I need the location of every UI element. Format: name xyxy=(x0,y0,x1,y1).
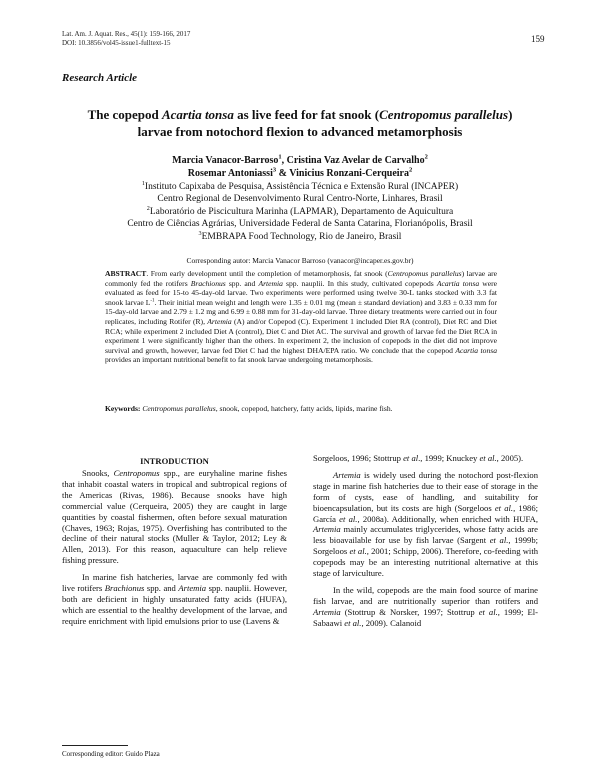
doi-line: DOI: 10.3856/vol45-issue1-fulltext-15 xyxy=(62,39,171,47)
body-column-left xyxy=(62,468,287,633)
footnote: Corresponding editor: Guido Plaza xyxy=(62,750,160,758)
corresponding-author: Corresponding autor: Marcia Vanacor Barroso (vanacor@incaper.es.gov.br) xyxy=(186,256,414,265)
paragraph: In marine fish hatcheries, larvae are commonly fed with live rotifers Brachionus spp. and Artemia spp. nauplii. However, both are deficient in highly unsaturated fatty acids (HUFA), which are essential to the healthy development of the larvae, and require enrichment with lipid emulsions prior to use (Lavens & xyxy=(62,572,287,626)
page-number: 159 xyxy=(531,34,545,44)
journal-citation xyxy=(62,30,190,48)
author-list: Marcia Vanacor-Barroso$^1$, Cristina Vaz Avelar de Carvalho$^2$ Rosemar Antoniassi$^3$ & Vinicius Ronzani-Cerqueira$^2$ xyxy=(172,153,428,179)
keywords: Keywords: Centropomus parallelus, snook, copepod, hatchery, fatty acids, lipids, marine fish. xyxy=(105,404,393,413)
paragraph: Snooks, Centropomus spp., are euryhaline marine fishes that inhabit coastal waters in tropical and subtropical regions of the Americas (Rivas, 1986). Because snooks have high commercial value (Cerqueira, 2005) they are caught in large quantities by coastal fishermen, often before sexual maturation (Chaves, 1963; Rojas, 1975). Overfishing has contributed to the decline of their natural stocks (Muller & Taylor, 2012; Ley & Allen, 2013). For this reason, aquaculture can help relieve fishing pressure. xyxy=(62,468,288,566)
body-column-right xyxy=(313,453,538,635)
title-line-2: larvae from notochord flexion to advanced metamorphosis xyxy=(137,124,463,139)
title-line-1: The copepod Acartia tonsa as live feed for fat snook (Centropomus parallelus) xyxy=(87,107,513,122)
journal-citation-line: Lat. Am. J. Aquat. Res., 45(1): 159-166, 2017 xyxy=(62,30,191,38)
paragraph: Sorgeloos, 1996; Stottrup et al., 1999; Knuckey et al., 2005). xyxy=(313,453,524,463)
paragraph: Artemia is widely used during the notochord post-flexion stage in marine fish hatcheries due to their ease of storage in the form of cysts, ease of handling, and suitability for bioencapsulation, but its costs are high (Sorgeloos et al., 1986; García et al., 2008a). Additionally, when enriched with HUFA, Artemia mainly accumulates triglycerides, whose fatty acids are less bioavailable for use by fish larvae (Sargent et al., 1999b; Sorgeloos et al., 2001; Schipp, 2006). Therefore, co-feeding with copepods may be an interesting nutritional alternative at this stage of larviculture. xyxy=(313,469,539,579)
paragraph: In the wild, copepods are the main food source of marine fish larvae, and are nutritionally superior than rotifers and Artemia (Stottrup & Norsker, 1997; Stottrup et al., 1999; El-Sabaawi et al., 2009). Calanoid xyxy=(313,584,538,628)
footnote-divider xyxy=(62,745,128,746)
introduction-heading: INTRODUCTION xyxy=(140,456,209,466)
abstract: ABSTRACT. From early development until the completion of metamorphosis, fat snook (Centropomus parallelus) larvae are commonly fed the rotifers Brachionus spp. and Artemia spp. nauplii. In this study, cultivated copepods Acartia tonsa were evaluated as feed for 15-to 45-day-old larvae. Two experiments were performed using twelve 30-L tanks stocked with 3.3 fat snook larvae $L^{-1}$. Their initial mean weight and length were 1.35 ± 0.01 mg (mean ± standard deviation) and 3.83 ± 0.33 mm for 15-day-old larvae and 2.79 ± 1.2 mg and 6.99 ± 0.88 mm for 31-day-old larvae. Three dietary treatments were carried out in four replicates, including Rotifer (R), Artemia (A) and/or Copepod (C). Experiment 1 included Diet RA (control), Diet RC and Diet RCA; while experiment 2 included Diet A (control), Diet C and Diet AC. The survival and growth of larvae fed the Diet RCA in experiment 1 were significantly higher than the others. In experiment 2, the inclusion of copepods in the diet did not improve survival and growth, however, larvae fed Diet C had the highest DHA/EPA ratio. We conclude that the copepod Acartia tonsa provides an important nutritional benefit to fat snook larvae undergoing metamorphosis. xyxy=(105,269,497,365)
article-type: Research Article xyxy=(62,72,138,84)
article-title xyxy=(60,106,540,140)
affiliations: $^1$Instituto Capixaba de Pesquisa, Assistência Técnica e Extensão Rural (INCAPER) Centro Regional de Desenvolvimento Rural Centro-Norte, Linhares, Brasil $^2$Laboratório de Piscicultura Marinha (LAPMAR), Departamento de Aquicultura Centro de Ciências Agrárias, Universidade Federal de Santa Catarina, Florianópolis, Brasil $^3$EMBRAPA Food Technology, Rio de Janeiro, Brasil xyxy=(127,180,473,242)
